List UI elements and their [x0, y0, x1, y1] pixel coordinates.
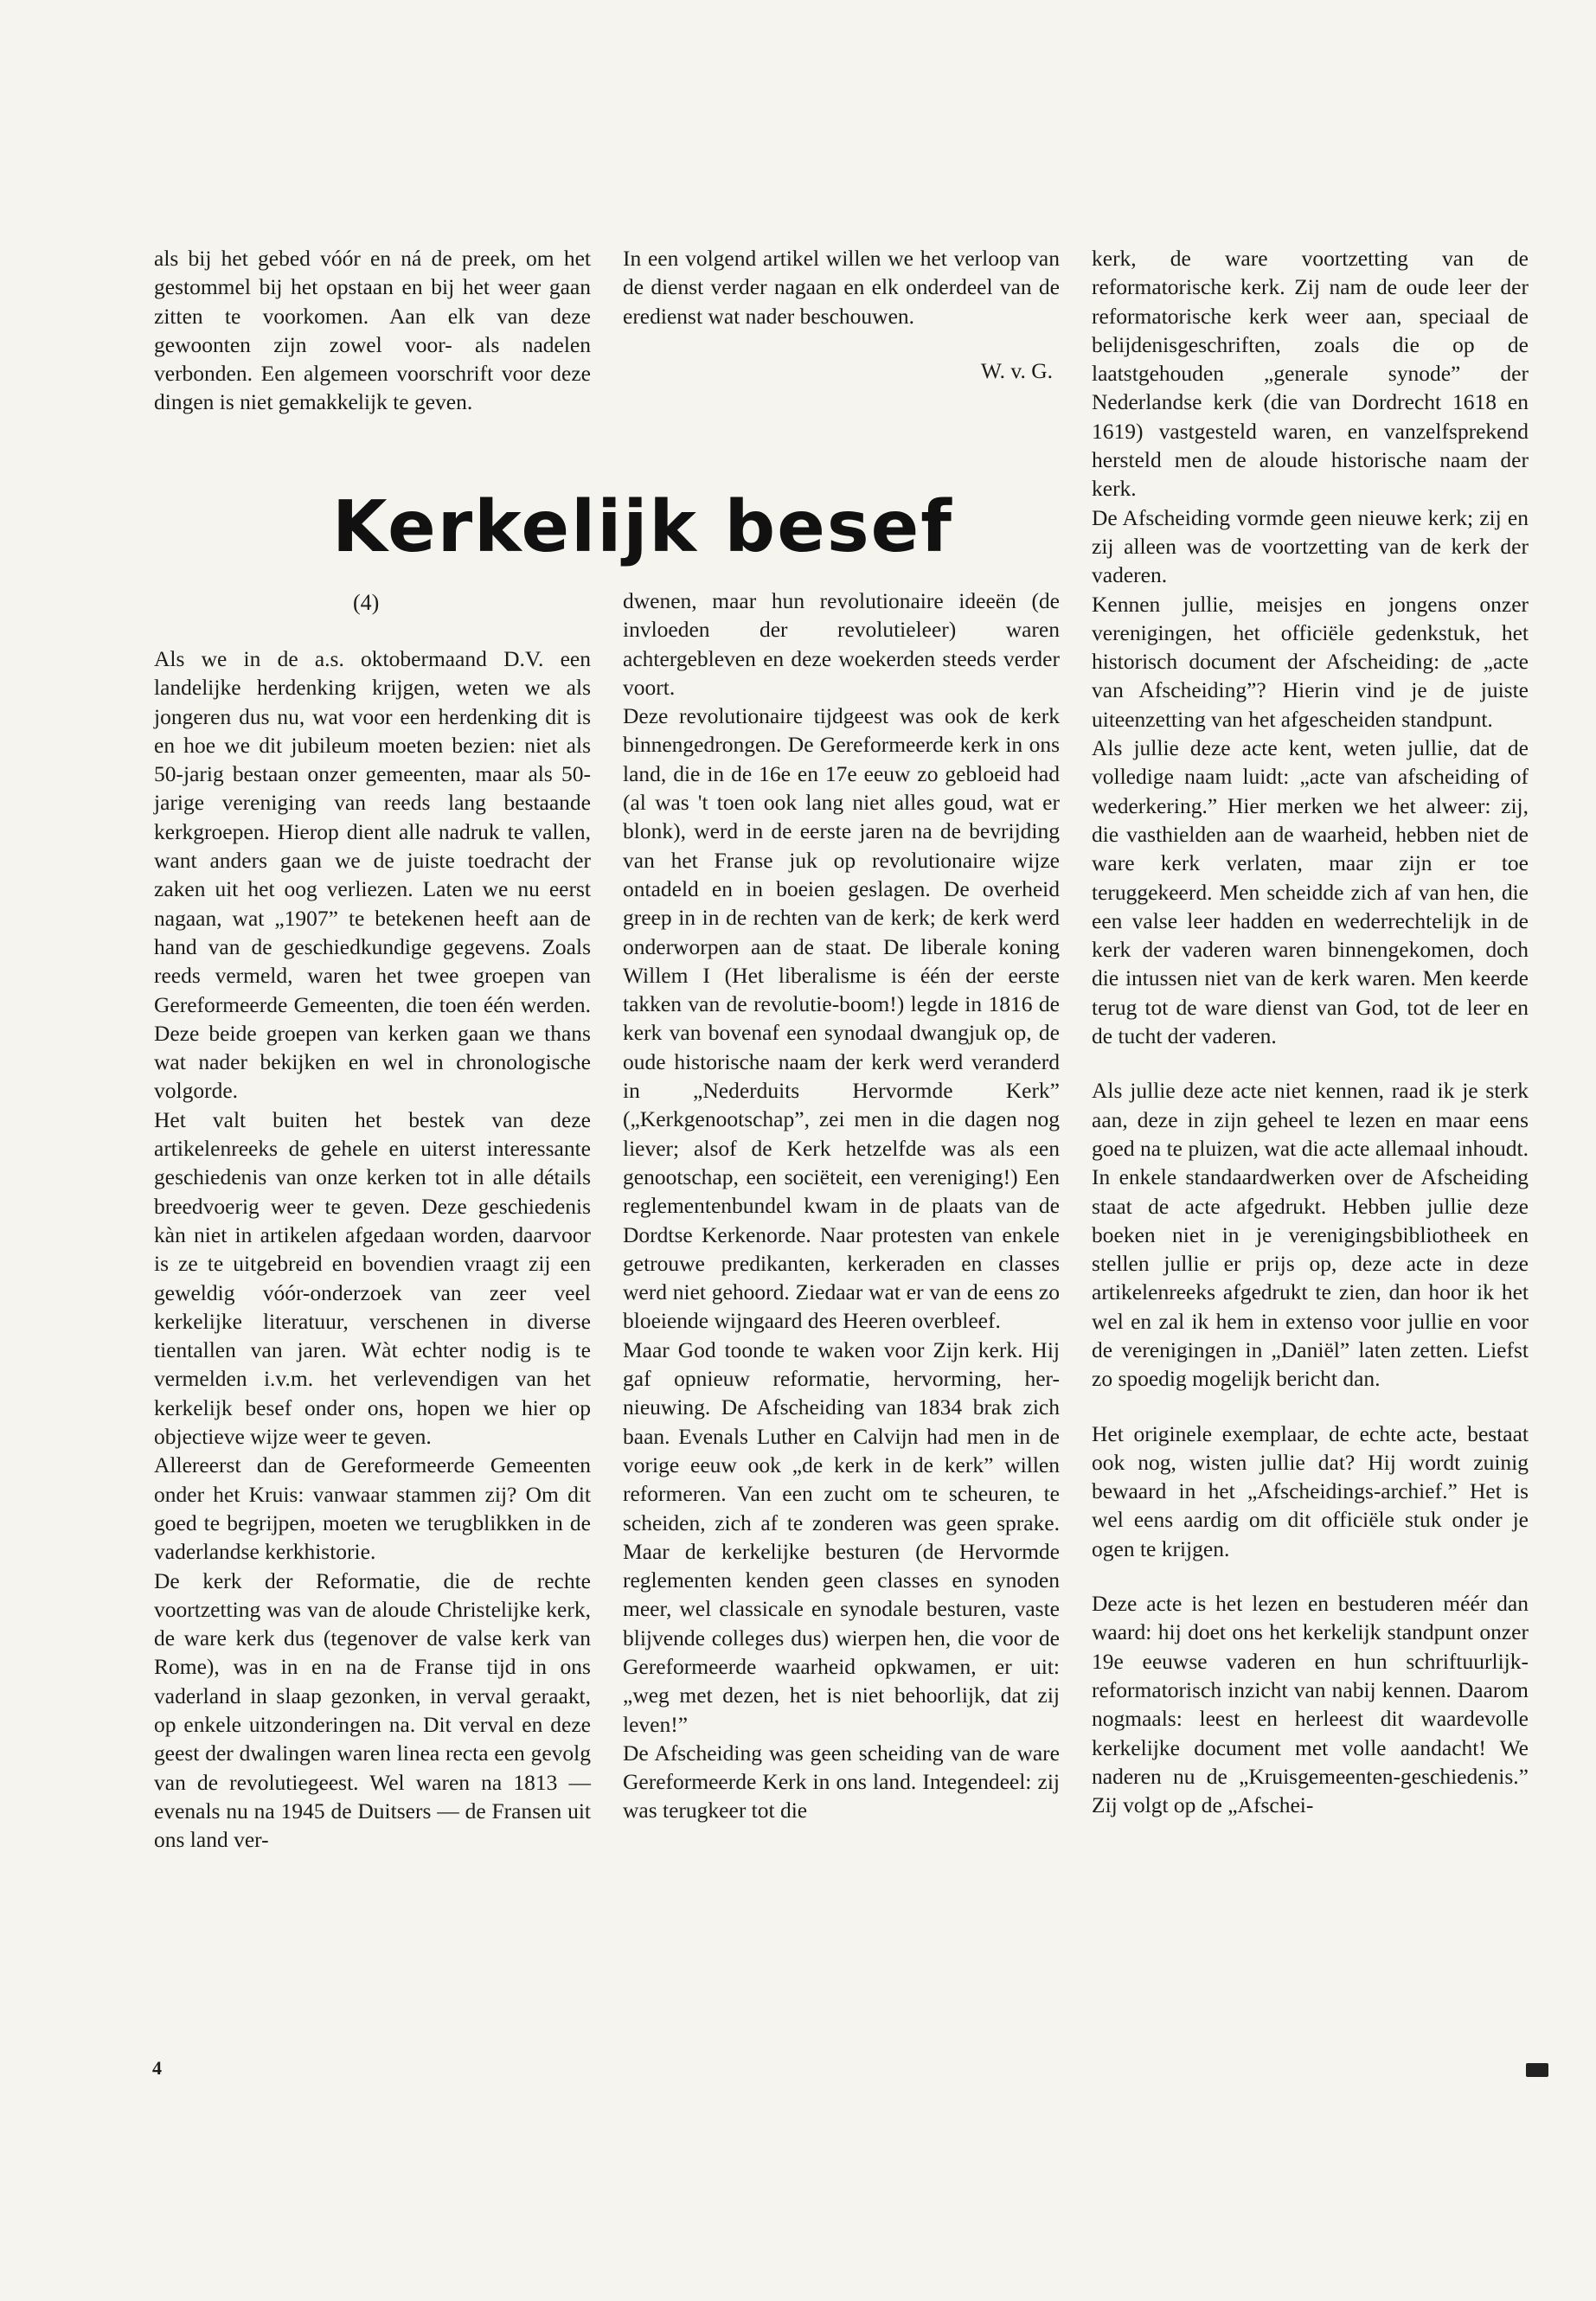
paragraph: als bij het gebed vóór en ná de preek, om het gestommel bij het opstaan en bij het weer gaan zitten te voorkomen. Aan elk van deze gewoonten zijn zowel voor- als nadelen verbonden. Een algemeen voorschrift voor deze dingen is niet gemakkelijk te geven.: [154, 246, 591, 415]
part-number: (4): [353, 590, 380, 615]
column-3: [1092, 244, 1529, 1819]
paragraph: In een volgend artikel willen we het verloop van de dienst verder nagaan en elk onderdeel van de eredienst wat nader beschouwen.: [623, 246, 1060, 329]
paragraph: kerk, de ware voortzetting van de reformatorische kerk. Zij nam de oude leer der reformatorische kerk weer aan, speciaal de belijdenisgeschriften, zoals die op de laatstgehouden „generale synode” der Nederlandse kerk (die van Dordrecht 1618 en 1619) vastgesteld waren, en vanzelfsprekend hersteld men de aloude historische naam der kerk.: [1092, 246, 1529, 502]
paragraph: Deze revolutionaire tijdgeest was ook de kerk binnengedrongen. De Gereformeerde kerk in ons land, die in de 16e en 17e eeuw zo gebloeid had (al was 't toen ook lang niet alles goud, wat er blonk), werd in de eerste jaren na de bevrijding van het Franse juk op revolutionaire wijze ontadeld en in boeien geslagen. De overheid greep in in de rechten van de kerk; de kerk werd onderworpen aan de staat. De liberale koning Willem I (Het liberalisme is één der eerste takken van de revolutie-boom!) legde in 1816 de kerk van bovenaf een synodaal dwangjuk op, de oude historische naam der kerk werd veranderd in „Nederduits Hervormde Kerk” („Kerkgenootschap”, zei men in die dagen nog liever; alsof de Kerk hetzelfde was als een genootschap, een sociëteit, een vereniging!) Een reglementenbundel kwam in de plaats van de Dordtse Kerkenorde. Naar protesten van enkele getrouwe predikanten, kerkeraden en classes werd niet gehoord. Ziedaar wat er van de eens zo bloeiende wijngaard des Heeren overbleef.: [623, 703, 1060, 1334]
paragraph: De Afscheiding vormde geen nieuwe kerk; zij en zij alleen was de voortzetting van de kerk der vaderen.: [1092, 504, 1529, 588]
paragraph: Kennen jullie, meisjes en jongens onzer verenigingen, het officiële gedenkstuk, het historisch document der Afscheiding: de „acte van Afscheiding”? Hierin vind je de juiste uiteenzetting van het afgescheiden standpunt.: [1092, 591, 1529, 732]
column-2-main: [623, 586, 1060, 1825]
paragraph: Allereerst dan de Gereformeerde Gemeenten onder het Kruis: vanwaar stammen zij? Om dit goed te begrijpen, moeten we terugblikken in de vaderlandse kerkhistorie.: [154, 1452, 591, 1565]
end-of-article-mark: [1526, 2063, 1548, 2077]
paragraph: Maar God toonde te waken voor Zijn kerk. Hij gaf opnieuw reformatie, hervorming, her-nieuwing. De Afscheiding van 1834 brak zich baan. Evenals Luther en Calvijn had men in de vorige eeuw ook „de kerk in de kerk” willen reformeren. Van een zucht om te scheuren, te scheiden, zich af te zonderen was geen sprake. Maar de kerkelijke besturen (de Hervormde reglementen kenden geen classes en synoden meer, wel classicale en synodale besturen, vaste blijvende colleges dus) wierpen hen, die voor de Gereformeerde waarheid opkwamen, er uit: „weg met dezen, het is niet behoorlijk, dat zij leven!”: [623, 1336, 1060, 1737]
page-number: 4: [152, 2057, 162, 2079]
paragraph: Deze acte is het lezen en bestuderen méér dan waard: hij doet ons het kerkelijk standpunt onzer 19e eeuwse vaderen en hun schriftuurlijk-reformatorisch inzicht van nabij kennen. Daarom nogmaals: leest en herleest dit waardevolle kerkelijke document met volle aandacht! We naderen nu de „Kruisgemeenten-geschiedenis.” Zij volgt op de „Afschei-: [1092, 1591, 1529, 1818]
paragraph: Het valt buiten het bestek van deze artikelenreeks de gehele en uiterst interessante geschiedenis van onze kerken tot in alle détails breedvoerig weer te geven. Deze geschiedenis kàn niet in artikelen afgedaan worden, daarvoor is ze te uitgebreid en bovendien vraagt zij een geweldig vóór-onderzoek van zeer veel kerkelijke literatuur, verschenen in diverse tientallen van jaren. Wàt echter nodig is te vermelden i.v.m. het verlevendigen van het kerkelijk besef onder ons, hopen we hier op objectieve wijze weer te geven.: [154, 1106, 591, 1450]
article-title: Kerkelijk besef: [332, 486, 953, 568]
column-1-top: [154, 244, 591, 417]
paragraph: De Afscheiding was geen scheiding van de ware Gereformeerde Kerk in ons land. Integendeel: zij was terugkeer tot die: [623, 1740, 1060, 1823]
column-1-main: [154, 644, 591, 1854]
paragraph: dwenen, maar hun revolutionaire ideeën (de invloeden der revolutieleer) waren achtergebleven en deze woekerden steeds verder voort.: [623, 588, 1060, 700]
signature: W. v. G.: [980, 357, 1053, 383]
paragraph: Als jullie deze acte niet kennen, raad ik je sterk aan, deze in zijn geheel te lezen en maar eens goed na te pluizen, wat die acte allemaal inhoudt. In enkele standaardwerken over de Afscheiding staat de acte afgedrukt. Hebben jullie deze boeken niet in je verenigingsbibliotheek en stellen jullie er prijs op, deze acte in deze artikelenreeks afgedrukt te zien, dan hoor ik het wel en zal ik hem in extenso voor jullie en voor de verenigingen in „Daniël” laten zetten. Liefst zo spoedig mogelijk bericht dan.: [1092, 1078, 1529, 1392]
paragraph: Als we in de a.s. oktobermaand D.V. een landelijke herdenking krijgen, weten we als jongeren dus nu, wat voor een herdenking dit is en hoe we dit jubileum moeten bezien: niet als 50-jarig bestaan onzer gemeenten, maar als 50-jarige vereniging van reeds lang bestaande kerkgroepen. Hierop dient alle nadruk te vallen, want anders gaan we de juiste toedracht der zaken uit het oog verliezen. Laten we nu eerst nagaan, wat „1907” te betekenen heeft aan de hand van de geschiedkundige gegevens. Zoals reeds vermeld, waren het twee groepen van Gereformeerde Gemeenten, die toen één werden. Deze beide groepen van kerken gaan we thans wat nader bekijken en wel in chronologische volgorde.: [154, 646, 591, 1104]
paragraph: De kerk der Reformatie, die de rechte voortzetting was van de aloude Christelijke kerk, de ware kerk dus (tegenover de valse kerk van Rome), was in en na de Franse tijd in ons vaderland in slaap gezonken, in verval geraakt, op enkele uitzonderingen na. Dit verval en deze geest der dwalingen waren linea recta een gevolg van de revolutiegeest. Wel waren na 1813 — evenals nu na 1945 de Duitsers — de Fransen uit ons land ver-: [154, 1567, 591, 1853]
paragraph: Als jullie deze acte kent, weten jullie, dat de volledige naam luidt: „acte van afscheiding of wederkering.” Hier merken we het alweer: zij, die vasthielden aan de waarheid, hebben niet de ware kerk verlaten, maar zijn er toe teruggekeerd. Men scheidde zich af van hen, die een valse leer hadden en wederrechtelijk in de kerk der vaderen waren binnengekomen, doch die intussen niet van de kerk waren. Men keerde terug tot de ware dienst van God, tot de leer en de tucht der vaderen.: [1092, 735, 1529, 1049]
column-2-top: [623, 244, 1060, 385]
paragraph: Het originele exemplaar, de echte acte, bestaat ook nog, wisten jullie dat? Hij wordt zuinig bewaard in het „Afscheidings-archief.” Het is wel eens aardig om dit officiële stuk onder je ogen te krijgen.: [1092, 1420, 1529, 1561]
